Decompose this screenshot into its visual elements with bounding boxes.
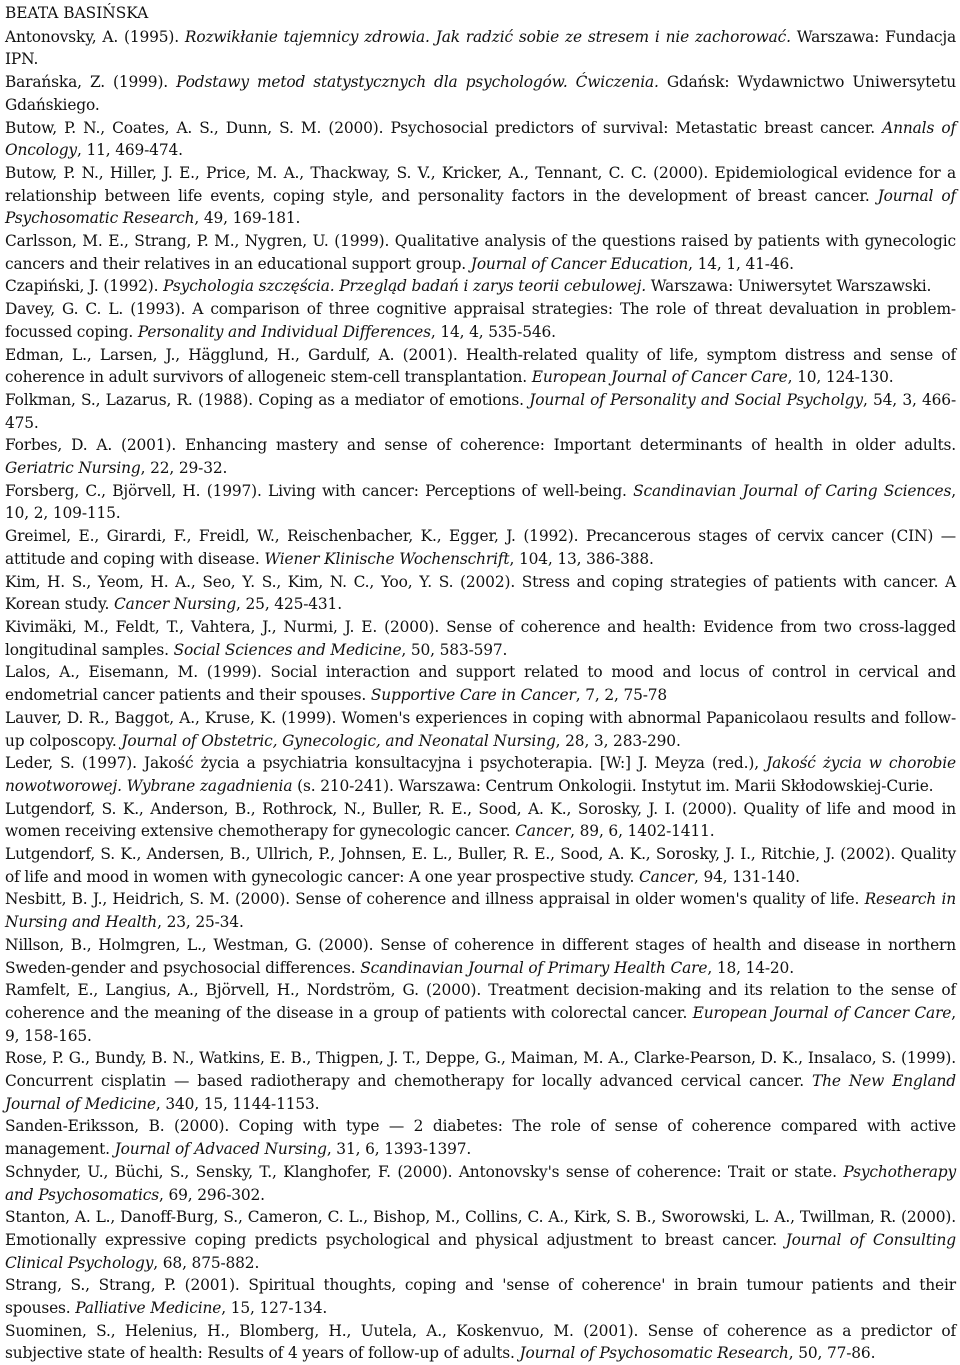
- reference-entry: [5, 752, 956, 797]
- reference-italic-text: Wiener Klinische Wochenschrift: [264, 549, 510, 568]
- reference-italic-text: Journal of Consulting Clinical Psychology: [5, 1230, 956, 1272]
- reference-italic-text: Scandinavian Journal of Caring Sciences: [633, 481, 952, 500]
- reference-entry: [5, 661, 956, 706]
- reference-entry: [5, 344, 956, 389]
- reference-text: , 340, 15, 1144-1153.: [155, 1094, 320, 1113]
- reference-italic-text: Social Sciences and Medicine: [173, 640, 402, 659]
- reference-text: Lalos, A., Eisemann, M. (1999). Social interaction and support related to mood and locus of control in cervical and endometrial cancer patients and their spouses.: [5, 663, 956, 705]
- reference-text: Leder, S. (1997). Jakość życia a psychiatria konsultacyjna i psychoterapia. [W:] J. Meyza (red.),: [5, 754, 767, 773]
- reference-italic-text: Psychotherapy and Psychosomatics: [5, 1162, 956, 1204]
- reference-entry: [5, 389, 956, 434]
- reference-entry: [5, 616, 956, 661]
- reference-entry: [5, 979, 956, 1047]
- reference-italic-text: The New England Journal of Medicine: [5, 1072, 956, 1113]
- reference-text: Kivimäki, M., Feldt, T., Vahtera, J., Nurmi, J. E. (2000). Sense of coherence and health: Evidence from two cross-lagged longitudinal samples.: [5, 617, 956, 659]
- reference-text: , 15, 127-134.: [221, 1299, 328, 1318]
- reference-entry: [5, 1047, 956, 1115]
- reference-entry: [5, 230, 956, 275]
- running-header: BEATA BASIŃSKA: [5, 4, 149, 22]
- reference-italic-text: Journal of Obstetric, Gynecologic, and Neonatal Nursing: [121, 731, 556, 750]
- reference-text: Lutgendorf, S. K., Anderson, B., Rothrock, N., Buller, R. E., Sood, A. K., Sorosky, J. I. (2000). Quality of life and mood in women receiving extensive chemotherapy for gynecologic cancer.: [5, 799, 956, 841]
- reference-text: , 14, 1, 41-46.: [688, 254, 794, 273]
- reference-text: Folkman, S., Lazarus, R. (1988). Coping as a mediator of emotions.: [5, 390, 530, 409]
- reference-italic-text: Journal of Psychosomatic Research: [5, 186, 956, 228]
- reference-italic-text: Palliative Medicine: [75, 1299, 222, 1318]
- reference-text: Kim, H. S., Yeom, H. A., Seo, Y. S., Kim, N. C., Yoo, Y. S. (2002). Stress and coping strategies of patients with cancer. A Korean study.: [5, 572, 956, 614]
- reference-text: , 9, 158-165.: [5, 1003, 957, 1045]
- reference-text: , 25, 425-431.: [236, 595, 342, 614]
- reference-text: , 104, 13, 386-388.: [509, 549, 654, 568]
- reference-italic-text: Cancer: [638, 867, 695, 886]
- reference-entry: [5, 934, 956, 979]
- reference-italic-text: Geriatric Nursing: [5, 459, 141, 478]
- reference-text: Davey, G. C. L. (1993). A comparison of three cognitive appraisal strategies: The role of threat devaluation in problem-focussed coping.: [5, 300, 956, 341]
- reference-entry: [5, 117, 956, 162]
- reference-entry: [5, 1320, 956, 1365]
- reference-italic-text: Cancer Nursing: [113, 595, 237, 614]
- reference-text: Forsberg, C., Björvell, H. (1997). Living with cancer: Perceptions of well-being.: [5, 481, 634, 500]
- reference-list: [5, 26, 956, 1365]
- reference-text: Barańska, Z. (1999).: [5, 73, 177, 92]
- reference-entry: [5, 434, 956, 479]
- reference-text: Butow, P. N., Hiller, J. E., Price, M. A., Thackway, S. V., Kricker, A., Tennant, C. C. (2000). Epidemiological evidence for a relationship between life events, coping style, and personality factors in the development of breast cancer.: [5, 163, 956, 205]
- reference-italic-text: Cancer: [515, 822, 571, 841]
- reference-text: , 50, 583-597.: [401, 640, 508, 659]
- reference-entry: [5, 1115, 956, 1160]
- reference-entry: [5, 1206, 956, 1274]
- reference-text: Ramfelt, E., Langius, A., Björvell, H., Nordström, G. (2000). Treatment decision-making and its relation to the sense of coherence and the meaning of the disease in a group of patients with colorectal cancer.: [5, 981, 956, 1022]
- reference-text: Greimel, E., Girardi, F., Freidl, W., Reischenbacher, K., Egger, J. (1992). Precancerous stages of cervix cancer (CIN) — attitude and coping with disease.: [5, 527, 956, 568]
- reference-italic-text: Psychologia szczęścia. Przegląd badań i zarys teorii cebulowej.: [163, 277, 646, 296]
- reference-text: Edman, L., Larsen, J., Hägglund, H., Gardulf, A. (2001). Health-related quality of life, symptom distress and sense of coherence in adult survivors of allogeneic stem-cell transplantation.: [5, 345, 956, 387]
- reference-italic-text: Journal of Psychosomatic Research: [519, 1344, 789, 1363]
- reference-text: Stanton, A. L., Danoff-Burg, S., Cameron, C. L., Bishop, M., Collins, C. A., Kirk, S. B., Sworowski, L. A., Twillman, R. (2000). Emotionally expressive coping predicts psychological and physical adjustment to breast cancer.: [5, 1208, 956, 1249]
- reference-italic-text: Journal of Advaced Nursing: [114, 1140, 327, 1159]
- reference-entry: [5, 71, 956, 116]
- reference-italic-text: Rozwikłanie tajemnicy zdrowia. Jak radzić sobie ze stresem i nie zachorować.: [184, 27, 791, 46]
- reference-text: Warszawa: Uniwersytet Warszawski.: [645, 277, 932, 296]
- reference-text: Rose, P. G., Bundy, B. N., Watkins, E. B., Thigpen, J. T., Deppe, G., Maiman, M. A., Clarke-Pearson, D. K., Insalaco, S. (1999). Concurrent cisplatin — based radiotherapy and chemotherapy for locally advanced cervical cancer.: [5, 1049, 956, 1091]
- reference-text: Antonovsky, A. (1995).: [5, 27, 185, 46]
- reference-text: , 7, 2, 75-78: [575, 686, 668, 705]
- reference-text: Lutgendorf, S. K., Andersen, B., Ullrich, P., Johnsen, E. L., Buller, R. E., Sood, A. K., Sorosky, J. I., Ritchie, J. (2002). Quality of life and mood in women with gynecologic cancer: A one year prospective study.: [5, 845, 956, 886]
- reference-text: , 11, 469-474.: [76, 141, 183, 160]
- reference-text: Sanden-Eriksson, B. (2000). Coping with type — 2 diabetes: The role of sense of coherence compared with active management.: [5, 1117, 956, 1159]
- reference-text: Czapiński, J. (1992).: [5, 277, 164, 296]
- reference-text: Schnyder, U., Büchi, S., Sensky, T., Klanghofer, F. (2000). Antonovsky's sense of coherence: Trait or state.: [5, 1162, 844, 1181]
- reference-entry: [5, 571, 956, 616]
- reference-italic-text: Journal of Cancer Education: [470, 254, 689, 273]
- reference-text: Lauver, D. R., Baggot, A., Kruse, K. (1999). Women's experiences in coping with abnormal Papanicolaou results and follow-up colposcopy.: [5, 708, 956, 750]
- reference-text: Butow, P. N., Coates, A. S., Dunn, S. M. (2000). Psychosocial predictors of survival: Metastatic breast cancer.: [5, 118, 883, 137]
- reference-italic-text: European Journal of Cancer Care: [692, 1003, 952, 1022]
- reference-italic-text: Scandinavian Journal of Primary Health Care: [360, 958, 708, 977]
- reference-entry: [5, 1274, 956, 1319]
- reference-entry: [5, 298, 956, 343]
- reference-italic-text: Supportive Care in Cancer: [370, 686, 576, 705]
- reference-entry: [5, 798, 956, 843]
- reference-entry: [5, 525, 956, 570]
- reference-text: , 22, 29-32.: [140, 459, 228, 478]
- reference-entry: [5, 888, 956, 933]
- reference-text: (s. 210-241). Warszawa: Centrum Onkologii. Instytut im. Marii Skłodowskiej-Curie.: [292, 776, 934, 795]
- reference-italic-text: Jakość życia w chorobie nowotworowej. Wybrane zagadnienia: [5, 754, 956, 795]
- reference-entry: [5, 26, 956, 71]
- reference-entry: [5, 1161, 956, 1206]
- reference-text: , 94, 131-140.: [694, 867, 800, 886]
- reference-text: , 68, 875-882.: [153, 1253, 260, 1272]
- reference-text: Nillson, B., Holmgren, L., Westman, G. (2000). Sense of coherence in different stages of health and disease in northern Sweden-gender and psychosocial differences.: [5, 935, 956, 977]
- reference-text: , 69, 296-302.: [159, 1185, 265, 1204]
- reference-entry: [5, 843, 956, 888]
- reference-text: Nesbitt, B. J., Heidrich, S. M. (2000). Sense of coherence and illness appraisal in older women's quality of life.: [5, 890, 865, 909]
- reference-text: , 89, 6, 1402-1411.: [570, 822, 715, 841]
- reference-text: , 10, 2, 109-115.: [5, 481, 956, 523]
- reference-text: , 14, 4, 535-546.: [430, 322, 556, 341]
- reference-text: Gdańsk: Wydawnictwo Uniwersytetu Gdańskiego.: [5, 73, 956, 114]
- reference-text: , 23, 25-34.: [157, 913, 244, 932]
- reference-italic-text: European Journal of Cancer Care: [531, 368, 788, 387]
- reference-italic-text: Journal of Personality and Social Psycholgy: [529, 390, 863, 409]
- reference-text: , 31, 6, 1393-1397.: [326, 1140, 472, 1159]
- reference-text: , 10, 124-130.: [787, 368, 894, 387]
- reference-italic-text: Research in Nursing and Health: [5, 890, 956, 932]
- reference-entry: [5, 275, 956, 298]
- reference-entry: [5, 480, 956, 525]
- reference-italic-text: Personality and Individual Differences: [137, 322, 431, 341]
- reference-text: , 28, 3, 283-290.: [555, 731, 681, 750]
- reference-text: , 49, 169-181.: [194, 209, 301, 228]
- reference-entry: [5, 162, 956, 230]
- reference-text: , 18, 14-20.: [707, 958, 794, 977]
- reference-text: Carlsson, M. E., Strang, P. M., Nygren, U. (1999). Qualitative analysis of the questions raised by patients with gynecologic cancers and their relatives in an educational support group.: [5, 232, 956, 273]
- reference-text: Warszawa: Fundacja IPN.: [5, 27, 956, 69]
- reference-italic-text: Annals of Oncology: [5, 118, 956, 160]
- reference-text: Forbes, D. A. (2001). Enhancing mastery and sense of coherence: Important determinants of health in older adults.: [5, 436, 956, 455]
- reference-text: , 50, 77-86.: [788, 1344, 876, 1363]
- reference-italic-text: Podstawy metod statystycznych dla psychologów. Ćwiczenia.: [176, 73, 659, 92]
- reference-text: Strang, S., Strang, P. (2001). Spiritual thoughts, coping and 'sense of coherence' in brain tumour patients and their spouses.: [5, 1276, 956, 1318]
- reference-text: Suominen, S., Helenius, H., Blomberg, H., Uutela, A., Koskenvuo, M. (2001). Sense of coherence as a predictor of subjective state of health: Results of 4 years of follow-up of adults.: [5, 1321, 956, 1363]
- reference-text: , 54, 3, 466-475.: [5, 390, 956, 432]
- reference-entry: [5, 707, 956, 752]
